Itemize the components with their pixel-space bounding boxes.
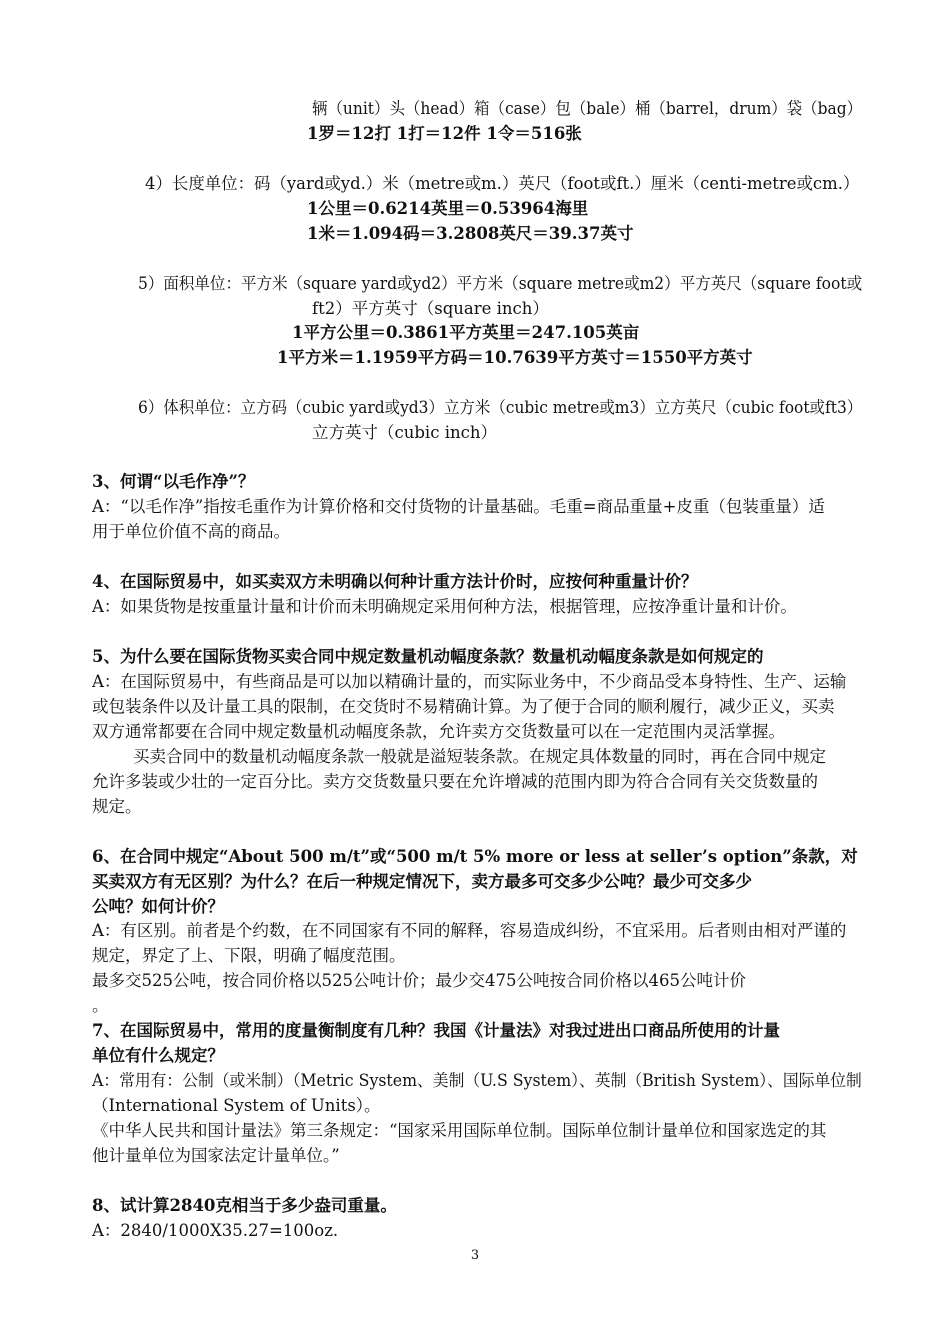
q5-answer-line: 允许多装或少壮的一定百分比。卖方交货数量只要在允许增减的范围内即为符合合同有关交货数量的	[92, 772, 818, 791]
length-conversion-2: 1米＝1.094码＝3.2808英尺＝39.37英寸	[307, 224, 634, 243]
q5-answer-line: 买卖合同中的数量机动幅度条款一般就是溢短装条款。在规定具体数量的同时，再在合同中规定	[133, 747, 826, 766]
q3-answer-line: A：“以毛作净”指按毛重作为计算价格和交付货物的计量基础。毛重=商品重量+皮重（包装重量）适	[92, 497, 825, 516]
q7-answer-line: （International System of Units）。	[92, 1096, 381, 1115]
volume-units-line-2: 立方英寸（cubic inch）	[312, 423, 497, 442]
area-units-line-1: 5）面积单位：平方米（square yard或yd2）平方米（square metre或m2）平方英尺（square foot或	[138, 274, 863, 293]
q7-answer-line: 《中华人民共和国计量法》第三条规定：“国家采用国际单位制。国际单位制计量单位和国家选定的其	[92, 1121, 827, 1140]
volume-units-line-1: 6）体积单位：立方码（cubic yard或yd3）立方米（cubic metre或m3）立方英尺（cubic foot或ft3）	[138, 398, 863, 417]
q3-question: 3、何谓“以毛作净”？	[92, 472, 255, 491]
q6-answer-line: 最多交525公吨，按合同价格以525公吨计价；最少交475公吨按合同价格以465公吨计价	[92, 971, 746, 990]
length-units-line: 4）长度单位：码（yard或yd.）米（metre或m.）英尺（foot或ft.）厘米（centi-metre或cm.）	[145, 174, 860, 193]
area-conversion-2: 1平方米＝1.1959平方码＝10.7639平方英寸＝1550平方英寸	[277, 348, 753, 367]
q5-answer-line: 双方通常都要在合同中规定数量机动幅度条款，允许卖方交货数量可以在一定范围内灵活掌握。	[92, 722, 785, 741]
q7-question-line: 单位有什么规定？	[92, 1046, 224, 1065]
q4-question: 4、在国际贸易中，如买卖双方未明确以何种计重方法计价时，应按何种重量计价？	[92, 572, 698, 591]
q7-question-line: 7、在国际贸易中，常用的度量衡制度有几种？我国《计量法》对我过进出口商品所使用的计量	[92, 1021, 780, 1040]
q5-answer-line: 规定。	[92, 797, 142, 816]
q6-answer-line: 。	[92, 996, 109, 1015]
q8-question: 8、试计算2840克相当于多少盎司重量。	[92, 1196, 397, 1215]
q4-answer-line: A：如果货物是按重量计量和计价而未明确规定采用何种方法，根据管理，应按净重计量和计价。	[92, 597, 797, 616]
q6-question-line: 公吨？如何计价？	[92, 897, 224, 916]
q5-answer-line: A：在国际贸易中，有些商品是可以加以精确计量的，而实际业务中，不少商品受本身特性、生产、运输	[92, 672, 847, 691]
length-conversion-1: 1公里＝0.6214英里＝0.53964海里	[307, 199, 589, 218]
q6-answer-line: A：有区别。前者是个约数，在不同国家有不同的解释，容易造成纠纷，不宜采用。后者则由相对严谨的	[92, 921, 847, 940]
count-units-line: 辆（unit）头（head）箱（case）包（bale）桶（barrel，drum）袋（bag）	[312, 99, 863, 118]
q7-answer-line: A：常用有：公制（或米制）（Metric System、美制（U.S System）、英制（British System）、国际单位制	[92, 1071, 862, 1090]
q5-question: 5、为什么要在国际货物买卖合同中规定数量机动幅度条款？数量机动幅度条款是如何规定的	[92, 647, 764, 666]
q6-question-line: 买卖双方有无区别？为什么？在后一种规定情况下，卖方最多可交多少公吨？最少可交多少	[92, 872, 752, 891]
q5-answer-line: 或包装条件以及计量工具的限制，在交货时不易精确计算。为了便于合同的顺利履行，减少正义，买卖	[92, 697, 835, 716]
area-units-line-2: ft2）平方英寸（square inch）	[312, 299, 549, 318]
page-number: 3	[470, 1248, 480, 1263]
q6-question-line: 6、在合同中规定“About 500 m/t”或“500 m/t 5% more or less at seller’s option”条款，对	[92, 847, 858, 866]
q7-answer-line: 他计量单位为国家法定计量单位。”	[92, 1146, 340, 1165]
q3-answer-line: 用于单位价值不高的商品。	[92, 522, 290, 541]
area-conversion-1: 1平方公里＝0.3861平方英里＝247.105英亩	[292, 323, 640, 342]
count-conversion: 1罗＝12打 1打＝12件 1令＝516张	[307, 124, 582, 143]
q8-answer: A：2840/1000X35.27=100oz.	[92, 1221, 339, 1240]
q6-answer-line: 规定，界定了上、下限，明确了幅度范围。	[92, 946, 406, 965]
